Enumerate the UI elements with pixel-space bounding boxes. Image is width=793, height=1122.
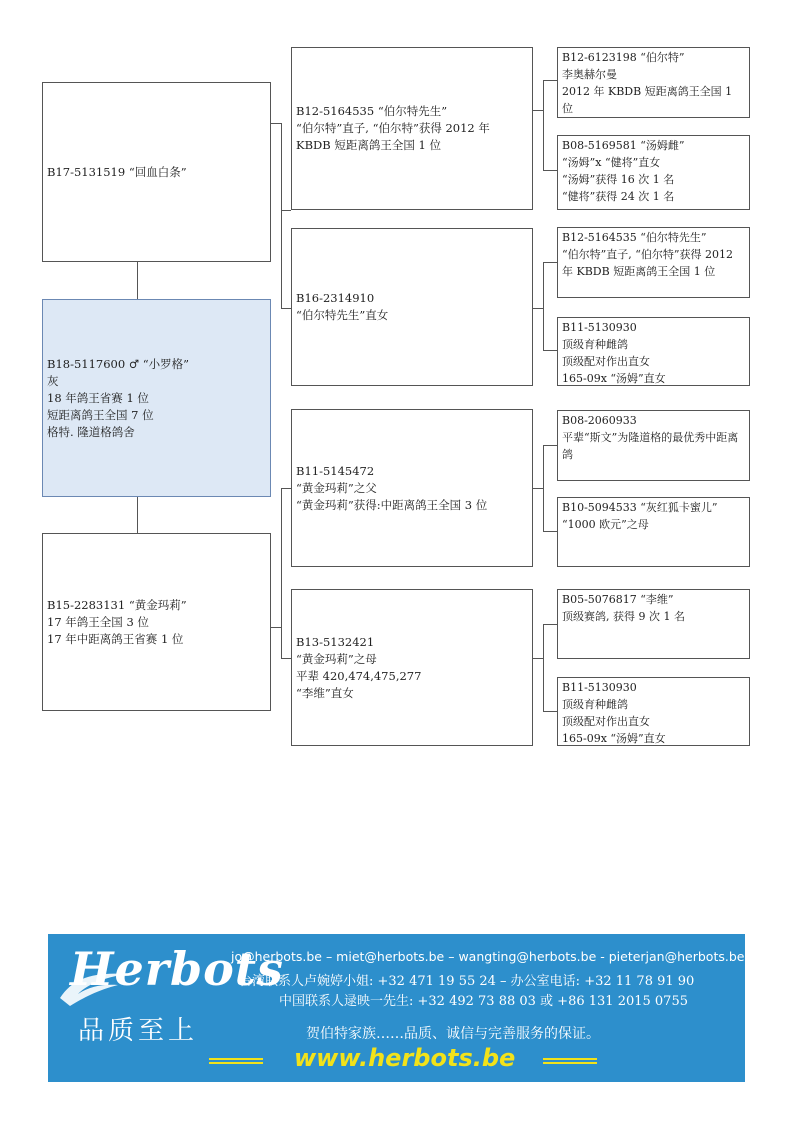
connector-line [281, 658, 291, 659]
sire-sire-note: “伯尔特”直子, “伯尔特”获得 2012 年 KBDB 短距离鸽王全国 1 位 [296, 121, 490, 152]
sdd-box [557, 317, 750, 386]
ssd-note: “汤姆”获得 16 次 1 名 [562, 173, 675, 186]
connector-line [543, 624, 544, 711]
sds-box [557, 227, 750, 298]
connector-line [543, 262, 544, 350]
dam-dam-note: 平辈 420,474,475,277 [296, 668, 422, 683]
connector-line [543, 170, 557, 171]
connector-line [281, 488, 282, 658]
ddd-note: 顶级育种雌鸽 [562, 698, 628, 711]
email-line[interactable]: jo@herbots.be – miet@herbots.be – wangting@herbots.be - pieterjan@herbots.be [231, 949, 745, 964]
dam-achievement: 17 年中距离鸽王省赛 1 位 [47, 631, 184, 646]
connector-line [281, 308, 291, 309]
ssd-ring: B08-5169581 “汤姆雌” [562, 139, 685, 152]
footer-banner [48, 934, 745, 1082]
dss-ring: B08-2060933 [562, 414, 637, 427]
sdd-note: 顶级配对作出直女 [562, 355, 650, 368]
connector-line [543, 711, 557, 712]
dam-achievement: 17 年鸽王全国 3 位 [47, 614, 149, 629]
self-loft: 格特. 隆道格鸽舍 [47, 424, 135, 439]
connector-line [281, 123, 282, 308]
dss-note: 平辈“斯文”为隆道格的最优秀中距离鸽 [562, 431, 739, 461]
dsd-ring: B10-5094533 “灰红狐卡蜜儿” [562, 501, 718, 514]
sds-note: “伯尔特”直子, “伯尔特”获得 2012 年 KBDB 短距离鸽王全国 1 位 [562, 248, 733, 278]
self-color: 灰 [47, 373, 59, 388]
connector-line [137, 497, 138, 533]
sdd-ring: B11-5130930 [562, 321, 637, 334]
sss-ring: B12-6123198 “伯尔特” [562, 51, 685, 64]
connector-line [271, 627, 281, 628]
motto: 贺伯特家族……品质、诚信与完善服务的保证。 [306, 1026, 600, 1042]
website-link[interactable]: www.herbots.be [294, 1044, 516, 1072]
sds-ring: B12-5164535 “伯尔特先生” [562, 231, 707, 244]
ssd-note: “汤姆”x “健将”直女 [562, 156, 661, 169]
connector-line [281, 488, 291, 489]
china-contact: 中国联系人逯映一先生: +32 492 73 88 03 或 +86 131 2015 0755 [279, 994, 688, 1009]
self-achievement: 18 年鸽王省赛 1 位 [47, 390, 149, 405]
dsd-box [557, 497, 750, 567]
dam-sire-note: “黄金玛莉”之父 [296, 480, 377, 495]
connector-line [533, 110, 543, 111]
connector-line [543, 531, 557, 532]
sire-line: B17-5131519 “回血白条” [47, 164, 187, 179]
dds-note: 顶级赛鸽, 获得 9 次 1 名 [562, 610, 685, 623]
connector-line [543, 80, 544, 170]
decorative-bars-right [543, 1058, 597, 1066]
dds-box [557, 589, 750, 659]
sdd-note: 165-09x “汤姆”直女 [562, 372, 666, 385]
dam-sire-ring: B11-5145472 [296, 463, 375, 478]
connector-line [533, 488, 543, 489]
connector-line [137, 262, 138, 299]
sire-sire-box [291, 47, 533, 210]
self-box [42, 299, 271, 497]
connector-line [543, 350, 557, 351]
sire-dam-box [291, 228, 533, 386]
dam-sire-note: “黄金玛莉”获得:中距离鸽王全国 3 位 [296, 497, 488, 512]
dam-dam-box [291, 589, 533, 746]
dam-dam-note: “黄金玛莉”之母 [296, 651, 377, 666]
herbots-logo: Herbots [70, 942, 284, 996]
dam-dam-ring: B13-5132421 [296, 634, 375, 649]
ssd-note: “健将”获得 24 次 1 名 [562, 190, 675, 203]
connector-line [543, 445, 544, 531]
ddd-note: 165-09x “汤姆”直女 [562, 732, 666, 745]
dam-ring: B15-2283131 “黄金玛莉” [47, 597, 187, 612]
sdd-note: 顶级育种雌鸽 [562, 338, 628, 351]
dds-ring: B05-5076817 “李维” [562, 593, 674, 606]
connector-line [271, 123, 281, 124]
sire-box [42, 82, 271, 262]
dam-box [42, 533, 271, 711]
connector-line [543, 445, 557, 446]
self-ring: B18-5117600 ♂ “小罗格” [47, 356, 190, 371]
connector-line [543, 262, 557, 263]
self-achievement: 短距离鸽王全国 7 位 [47, 407, 154, 422]
decorative-bars-left [209, 1058, 263, 1066]
connector-line [533, 658, 543, 659]
taiwan-contact: 台湾联系人卢婉婷小姐: +32 471 19 55 24 – 办公室电话: +32 11 78 91 90 [239, 974, 695, 989]
ddd-note: 顶级配对作出直女 [562, 715, 650, 728]
dss-box [557, 410, 750, 481]
sss-box [557, 47, 750, 118]
slogan: 品质至上 [78, 1016, 199, 1046]
connector-line [533, 308, 543, 309]
dam-sire-box [291, 409, 533, 567]
sss-note: 2012 年 KBDB 短距离鸽王全国 1 位 [562, 85, 733, 115]
sire-dam-ring: B16-2314910 [296, 291, 375, 305]
sss-note: 李奥赫尔曼 [562, 68, 617, 81]
ddd-ring: B11-5130930 [562, 681, 637, 694]
sire-sire-ring: B12-5164535 “伯尔特先生” [296, 104, 448, 118]
connector-line [543, 80, 557, 81]
dam-dam-note: “李维”直女 [296, 685, 354, 700]
sire-dam-note: “伯尔特先生”直女 [296, 308, 389, 322]
ddd-box [557, 677, 750, 746]
connector-line [543, 624, 557, 625]
dsd-note: “1000 欧元”之母 [562, 518, 649, 531]
ssd-box [557, 135, 750, 210]
connector-line [281, 210, 291, 211]
